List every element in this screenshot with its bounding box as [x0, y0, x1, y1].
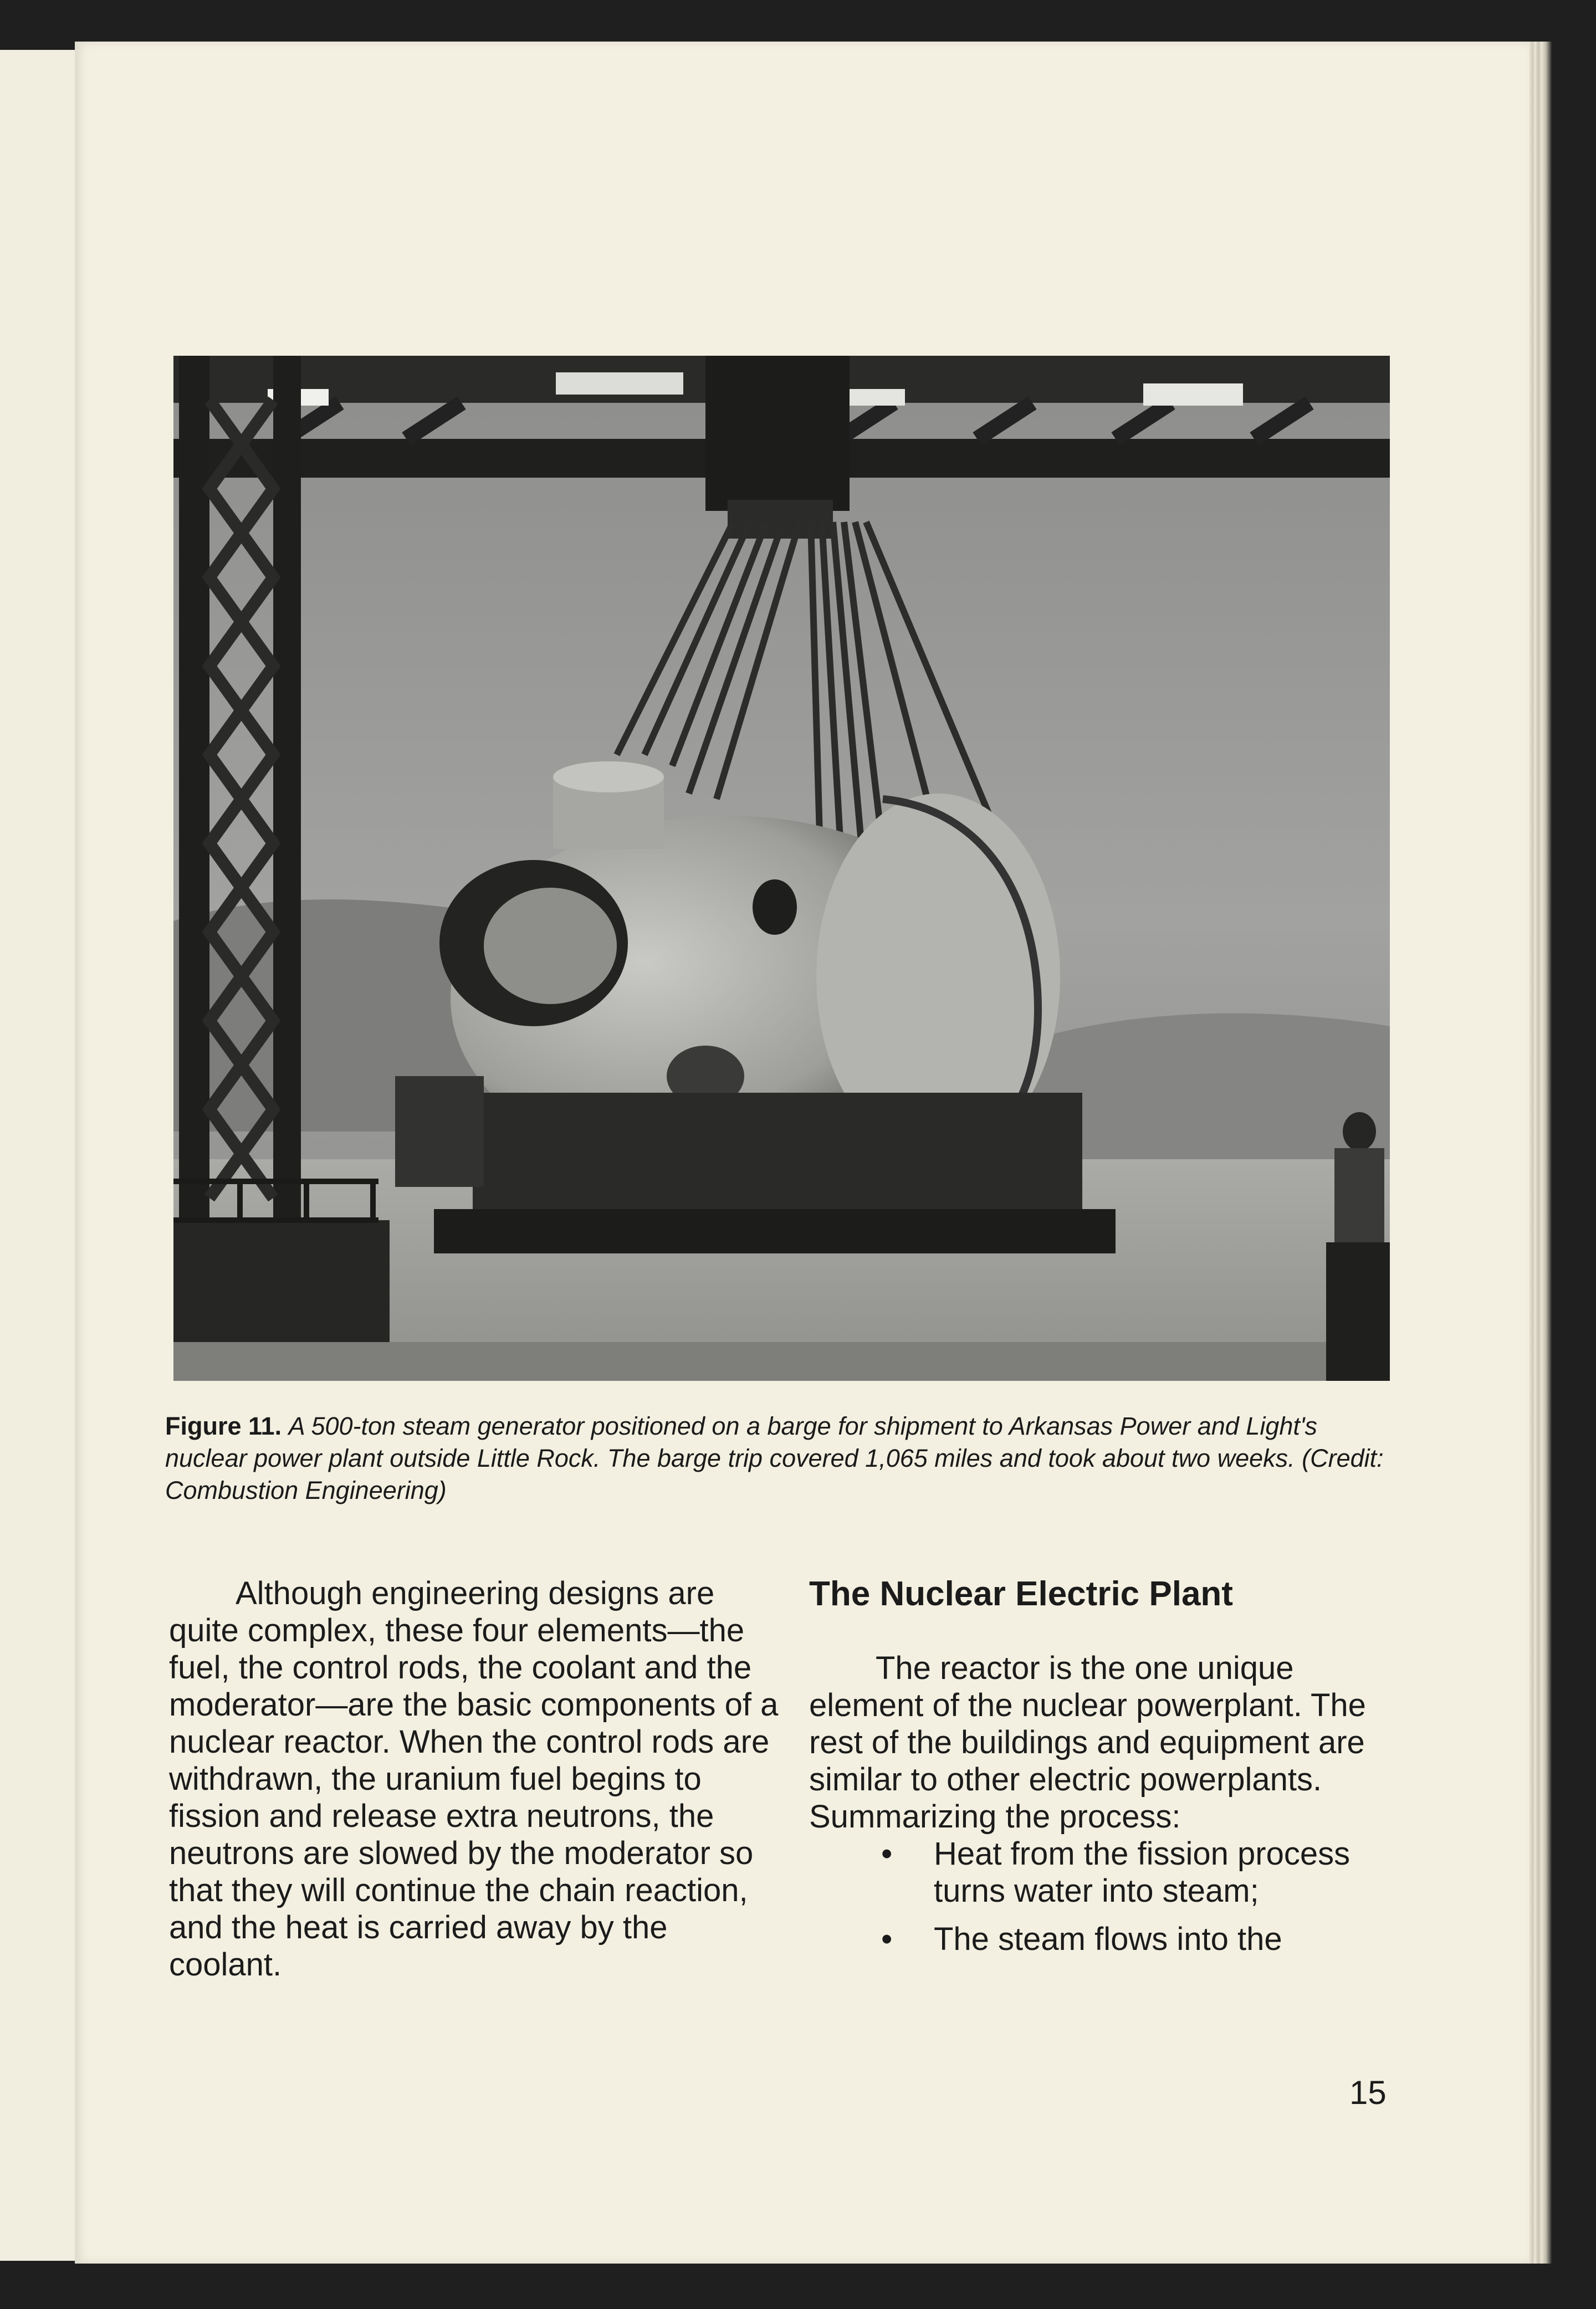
figure-caption	[165, 1410, 1401, 1507]
bullet-list	[809, 1835, 1408, 1958]
steam-generator-photo	[173, 356, 1390, 1381]
list-item-text: The steam flows into the	[934, 1921, 1282, 1957]
left-column	[169, 1575, 779, 1983]
list-item	[809, 1921, 1408, 1958]
facing-page-edge	[0, 50, 76, 2261]
section-heading: The Nuclear Electric Plant	[809, 1575, 1233, 1613]
figure-caption-text: A 500-ton steam generator positioned on a barge for shipment to Arkansas Power and Light's nuclear power plant outside Little Rock. The barge trip covered 1,065 miles and took about two weeks. (Credit: Combustion Engineering)	[165, 1412, 1384, 1504]
page-stack-edge	[1530, 42, 1552, 2264]
body-paragraph: Although engineering designs are quite complex, these four elements—the fuel, the control rods, the coolant and the moderator—are the basic components of a nuclear reactor. When the control rods are withdrawn, the uranium fuel begins to fission and release extra neutrons, the neutrons are slowed by the moderator so that they will continue the chain reaction, and the heat is carried away by the coolant.	[169, 1575, 779, 1983]
list-item	[809, 1835, 1408, 1909]
list-item-text: Heat from the fission process turns water into steam;	[934, 1836, 1351, 1909]
page-number: 15	[1349, 2074, 1387, 2111]
right-column	[809, 1575, 1408, 1958]
body-paragraph: The reactor is the one unique element of the nuclear powerplant. The rest of the buildings and equipment are similar to other electric powerplants. Summarizing the process:	[809, 1650, 1366, 1835]
bullet-icon: •	[881, 1921, 893, 1957]
bullet-icon: •	[881, 1836, 893, 1872]
figure-label: Figure 11.	[165, 1412, 282, 1440]
